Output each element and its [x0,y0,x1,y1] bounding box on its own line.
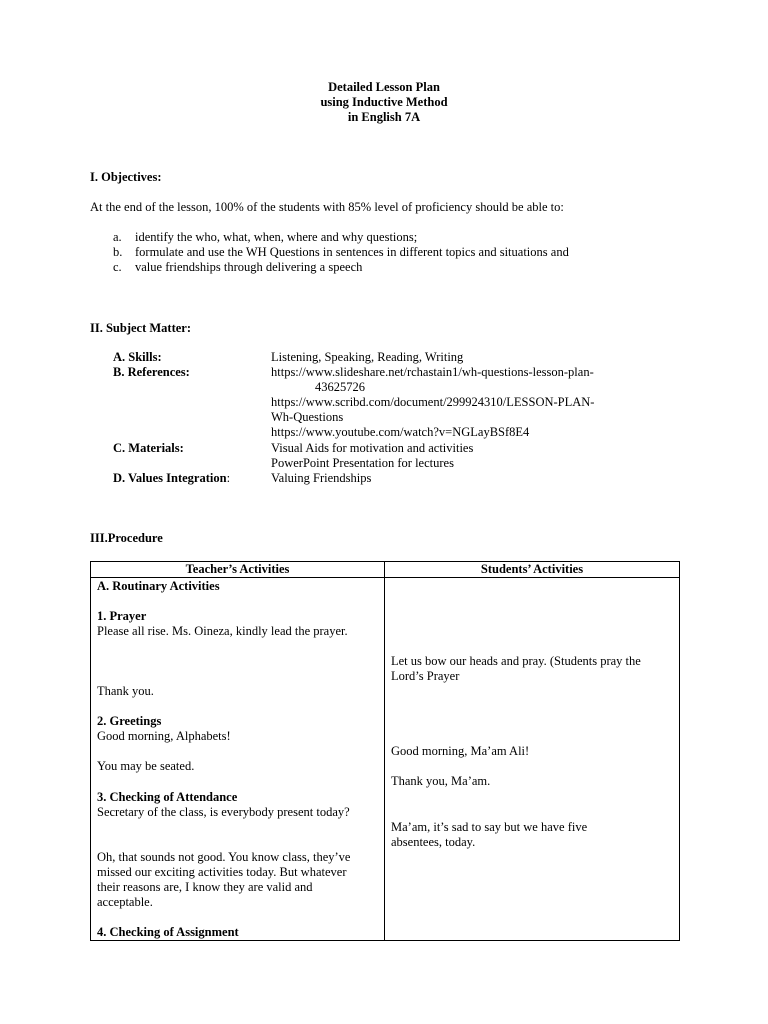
title-line-2: using Inductive Method [320,95,448,109]
students-prayer-text: Let us bow our heads and pray. (Students pray the Lord’s Prayer [391,654,641,683]
reference-3: https://www.youtube.com/watch?v=NGLayBSf8E4 [271,425,530,439]
objective-marker-c: c. [113,260,122,274]
students-activities-cell [385,578,680,941]
thank-you-text: Thank you. [97,684,154,698]
assignment-heading: 4. Checking of Assignment [97,925,239,939]
procedure-header-row [91,562,680,578]
teacher-activities-header: Teacher’s Activities [91,562,385,578]
greetings-heading: 2. Greetings [97,714,162,728]
attendance-heading: 3. Checking of Attendance [97,790,238,804]
materials-label: C. Materials: [113,441,184,455]
procedure-body-row [91,578,680,941]
materials-item-1: Visual Aids for motivation and activities [271,441,474,455]
objectives-intro: At the end of the lesson, 100% of the students with 85% level of proficiency should be able to: [90,200,564,214]
skills-value: Listening, Speaking, Reading, Writing [271,350,464,364]
reference-2-line-1: https://www.scribd.com/document/299924310/LESSON-PLAN- [271,395,595,409]
values-integration-label: D. Values Integration [113,471,227,485]
objective-text-b: formulate and use the WH Questions in sentences in different topics and situations and [135,245,569,259]
values-integration-row [113,471,230,486]
reference-1-line-2: 43625726 [315,380,365,394]
routinary-activities-heading: A. Routinary Activities [97,579,220,593]
prayer-text: Please all rise. Ms. Oineza, kindly lead the prayer. [97,624,348,638]
objective-marker-b: b. [113,245,123,259]
skills-label: A. Skills: [113,350,162,364]
title-line-3: in English 7A [347,110,421,124]
objective-text-c: value friendships through delivering a speech [135,260,363,274]
students-greeting-text: Good morning, Ma’am Ali! [391,744,530,758]
objective-marker-a: a. [113,230,122,244]
attendance-reply: Oh, that sounds not good. You know class, they’ve missed our exciting activities today. But whatever their reasons are, I know they are valid and acceptable. [97,850,351,909]
title-line-1: Detailed Lesson Plan [328,80,440,94]
attendance-text: Secretary of the class, is everybody present today? [97,805,350,819]
materials-item-2: PowerPoint Presentation for lectures [271,456,454,470]
teacher-activities-cell [91,578,385,941]
students-absentees-text: Ma’am, it’s sad to say but we have five absentees, today. [391,820,588,849]
subject-matter-heading: II. Subject Matter: [90,321,192,335]
students-thanks-text: Thank you, Ma’am. [391,774,491,788]
reference-1-line-1: https://www.slideshare.net/rchastain1/wh-questions-lesson-plan- [271,365,594,379]
procedure-heading: III.Procedure [90,531,163,545]
students-activities-header: Students’ Activities [385,562,680,578]
seated-text: You may be seated. [97,759,195,773]
objective-text-a: identify the who, what, when, where and why questions; [135,230,418,244]
references-label: B. References: [113,365,190,379]
objectives-heading: I. Objectives: [90,170,162,184]
procedure-table [90,561,680,941]
prayer-heading: 1. Prayer [97,609,147,623]
reference-2-line-2: Wh-Questions [271,410,344,424]
values-integration-value: Valuing Friendships [271,471,372,485]
greetings-text: Good morning, Alphabets! [97,729,231,743]
values-integration-colon: : [226,471,231,485]
